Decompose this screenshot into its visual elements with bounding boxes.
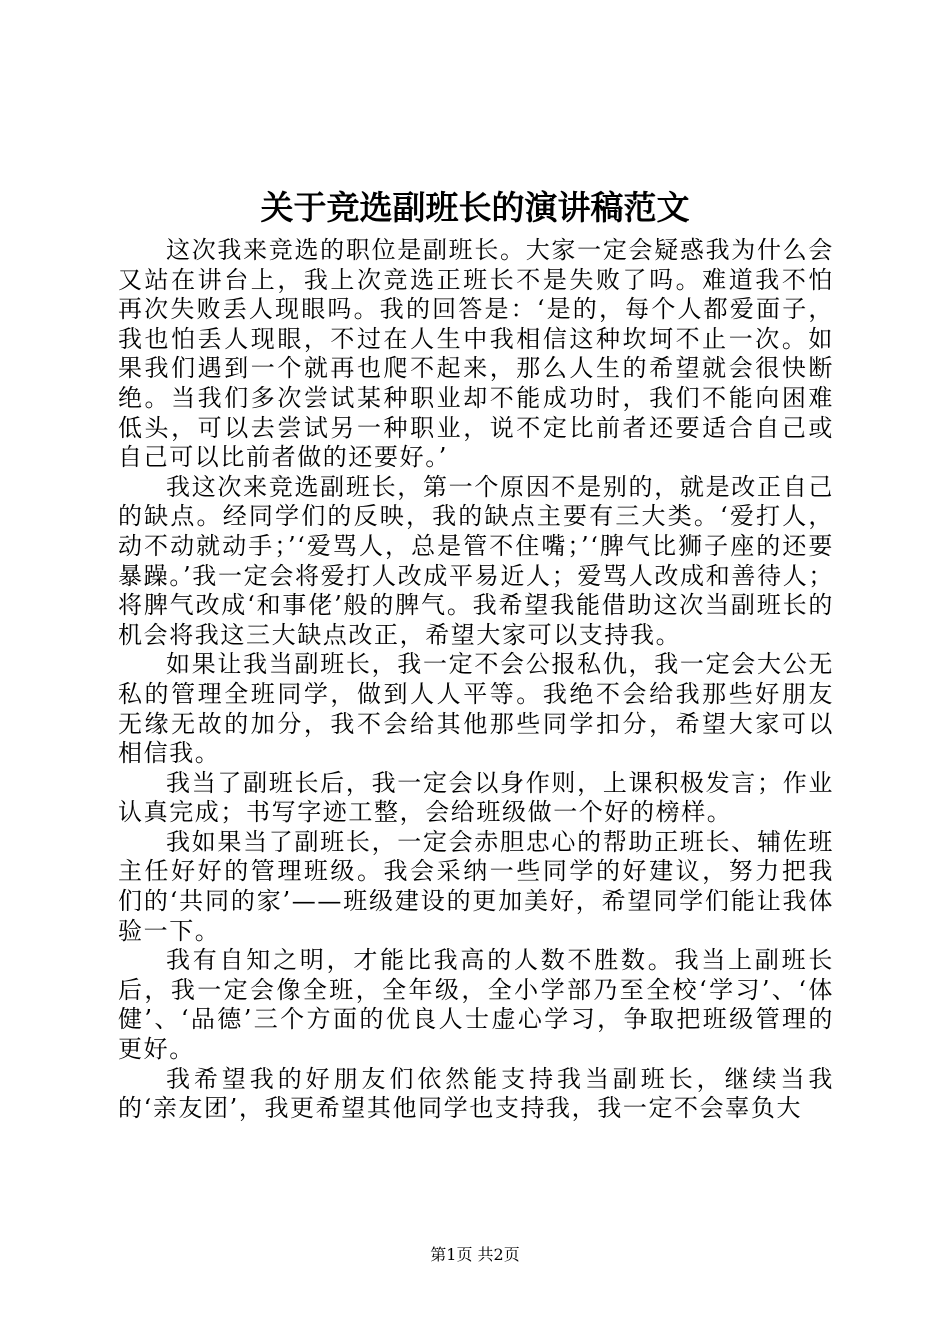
paragraph-3: 如果让我当副班长，我一定不会公报私仇，我一定会大公无私的管理全班同学，做到人人平等。我绝不会给我那些好朋友无缘无故的加分，我不会给其他那些同学扣分，希望大家可以相信我。 bbox=[118, 650, 834, 768]
paragraph-6: 我有自知之明，才能比我高的人数不胜数。我当上副班长后，我一定会像全班，全年级，全小学部乃至全校‘学习’、‘体健’、‘品德’三个方面的优良人士虚心学习，争取把班级管理的更好。 bbox=[118, 946, 834, 1064]
document-body bbox=[118, 236, 834, 1124]
paragraph-5: 我如果当了副班长，一定会赤胆忠心的帮助正班长、辅佐班主任好好的管理班级。我会采纳一些同学的好建议，努力把我们的‘共同的家’——班级建设的更加美好，希望同学们能让我体验一下。 bbox=[118, 827, 834, 945]
paragraph-2: 我这次来竞选副班长，第一个原因不是别的，就是改正自己的缺点。经同学们的反映，我的缺点主要有三大类。‘爱打人，动不动就动手；’‘爱骂人，总是管不住嘴；’‘脾气比狮子座的还要暴躁。’我一定会将爱打人改成平易近人；爱骂人改成和善待人；将脾气改成‘和事佬’般的脾气。我希望我能借助这次当副班长的机会将我这三大缺点改正，希望大家可以支持我。 bbox=[118, 472, 834, 649]
paragraph-4: 我当了副班长后，我一定会以身作则，上课积极发言；作业认真完成；书写字迹工整，会给班级做一个好的榜样。 bbox=[118, 768, 834, 827]
paragraph-1: 这次我来竞选的职位是副班长。大家一定会疑惑我为什么会又站在讲台上，我上次竞选正班长不是失败了吗。难道我不怕再次失败丢人现眼吗。我的回答是：‘是的，每个人都爱面子，我也怕丢人现眼，不过在人生中我相信这种坎坷不止一次。如果我们遇到一个就再也爬不起来，那么人生的希望就会很快断绝。当我们多次尝试某种职业却不能成功时，我们不能向困难低头，可以去尝试另一种职业，说不定比前者还要适合自己或自己可以比前者做的还要好。’ bbox=[118, 236, 834, 472]
page-number-footer: 第1页 共2页 bbox=[430, 1245, 520, 1264]
paragraph-7: 我希望我的好朋友们依然能支持我当副班长，继续当我的‘亲友团’，我更希望其他同学也支持我，我一定不会辜负大 bbox=[118, 1064, 834, 1123]
document-title: 关于竞选副班长的演讲稿范文 bbox=[260, 188, 690, 227]
